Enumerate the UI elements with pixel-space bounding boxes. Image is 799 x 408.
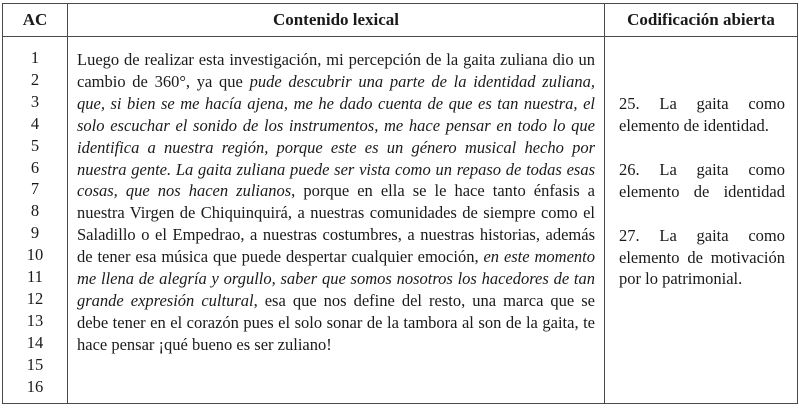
header-row bbox=[3, 4, 798, 37]
ac-number: 3 bbox=[30, 91, 40, 111]
ac-number-list bbox=[3, 37, 67, 398]
header-codes: Codificación abierta bbox=[605, 4, 798, 37]
content-segment: Luego de realizar esta investigación, mi percepción de la gaita zuliana dio un cambio de 360°, ya que bbox=[77, 50, 595, 91]
ac-number: 12 bbox=[26, 288, 44, 308]
coding-table-container bbox=[2, 3, 797, 404]
ac-number: 13 bbox=[26, 310, 44, 330]
ac-number: 8 bbox=[30, 201, 40, 221]
coding-table bbox=[2, 3, 798, 404]
header-content: Contenido lexical bbox=[68, 4, 605, 37]
ac-number: 11 bbox=[27, 267, 43, 287]
content-segment: , porque en ella se le hace tanto énfasis a nuestra Virgen de Chiquinquirá, a nuestras comunidades de siempre como el Saladillo o el Empedrao, a nuestras costumbres, a nuestras historias, además de tener esa música que puede despertar cualquier emoción, bbox=[77, 181, 595, 267]
ac-number: 7 bbox=[30, 179, 40, 199]
header-ac: AC bbox=[3, 4, 68, 37]
codes-cell bbox=[605, 37, 798, 404]
ac-number: 2 bbox=[30, 69, 40, 89]
code-item: 25. La gaita como elemento de identidad. bbox=[619, 94, 785, 135]
content-segment-italic: en este momento me llena de alegría y orgullo, saber que somos nosotros los hacedores de tan grande expresión cultural bbox=[77, 247, 595, 310]
ac-number: 4 bbox=[30, 113, 40, 133]
code-item: 27. La gaita como elemento de motivación por lo patrimonial. bbox=[619, 225, 785, 289]
codes-list bbox=[605, 37, 797, 290]
content-cell bbox=[68, 37, 605, 404]
ac-number: 10 bbox=[26, 245, 44, 265]
content-segment: , esa que nos define del resto, una marca que se debe tener en el corazón pues el solo sonar de la tambora al son de la gaita, te hace pensar ¡qué bueno es ser zuliano! bbox=[77, 290, 595, 354]
ac-number: 6 bbox=[30, 157, 40, 177]
ac-number: 1 bbox=[30, 48, 40, 67]
ac-cell bbox=[3, 37, 68, 404]
ac-number: 9 bbox=[30, 223, 40, 243]
body-row bbox=[3, 37, 798, 404]
ac-number: 15 bbox=[26, 354, 44, 374]
code-item: 26. La gaita como elemento de identidad bbox=[619, 159, 785, 201]
ac-number: 16 bbox=[26, 376, 44, 396]
content-paragraph bbox=[68, 37, 604, 356]
ac-number: 14 bbox=[26, 332, 44, 352]
ac-number: 5 bbox=[30, 135, 40, 155]
content-segment-italic: pude descubrir una parte de la identidad zuliana, que, si bien se me hacía ajena, me he dado cuenta de que es tan nuestra, el solo escuchar el sonido de los instrumentos, me hace pensar en todo lo que identifica a nuestra región, porque este es un género musical hecho por nuestra gente. La gaita zuliana puede ser vista como un repaso de todas esas cosas, que nos hacen zulianos bbox=[77, 71, 595, 201]
